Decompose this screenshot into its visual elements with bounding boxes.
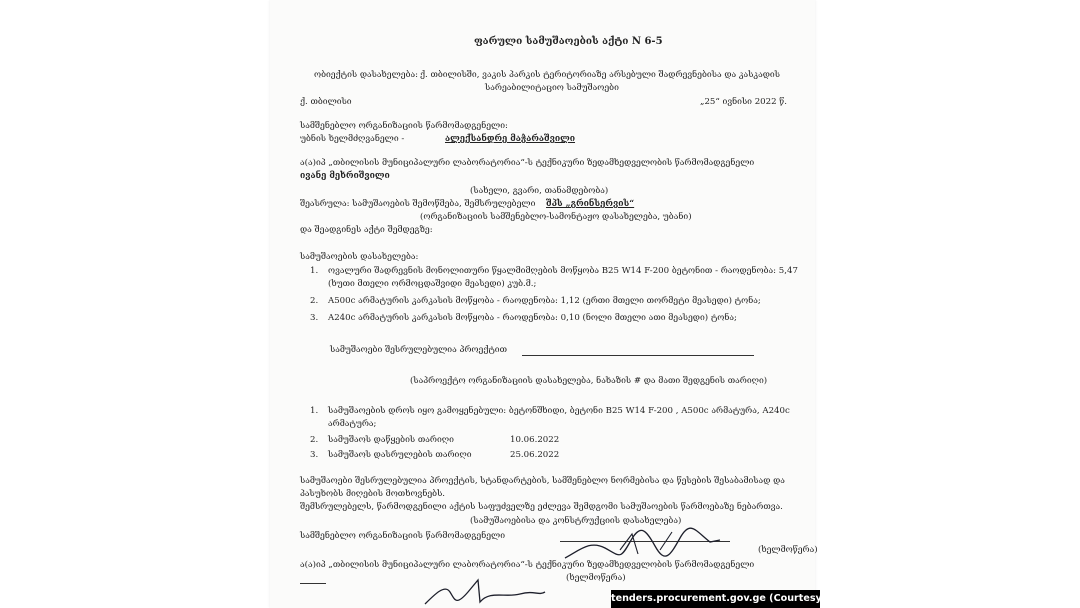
site-manager-label: უბნის ხელმძღვანელი - (300, 134, 405, 144)
detail-item-text: სამუშაოების დროს იყო გამოყენებული: ბეტონშხიდი, ბეტონი B25 W14 F-200 , A500c არმატურა, A240c (328, 406, 790, 416)
lab-rep-signature (420, 572, 550, 608)
work-item (310, 313, 737, 324)
performer-label: შეასრულა: სამუშაოების შემოწმება, შემსრულებელი (300, 199, 536, 209)
org-caption: (ორგანიზაციის სამშენებლო-სამონტაჟო დასახელება, უბანი) (420, 212, 692, 222)
object-name-line1: ქ. თბილისში, ვაკის პარკის ტერიტორიაზე არსებული შადრევნებისა და კასკადის (420, 70, 780, 80)
site-manager-name: ალექსანდრე მაჭარაშვილი (445, 134, 576, 144)
work-item-continuation: (ხუთი მთელი ორმოცდაშვიდი მეასედი) კუბ.მ.; (328, 279, 537, 289)
work-item-number: 3. (310, 313, 319, 323)
project-label: სამუშაოები შესრულებულია პროექტით (330, 345, 508, 355)
work-item-text: ოვალური შადრევნის მონოლითური წყალმიმღების მოწყობა B25 W14 F-200 ბეტონით - რაოდენობა: 5,47 (328, 266, 798, 276)
work-item-number: 1. (310, 266, 319, 276)
detail-item-number: 3. (310, 450, 319, 460)
work-item (310, 296, 761, 307)
compiled-text: და შეადგინეს აქტი შემდეგზე: (300, 225, 433, 235)
detail-item-continuation: არმატურა; (328, 419, 377, 429)
works-heading: სამუშაოების დასახელება: (300, 252, 419, 262)
detail-item (310, 435, 454, 446)
builder-rep-label: სამშენებლო ორგანიზაციის წარმომადგენელი: (300, 121, 508, 131)
lab-rep-signature-label: ა(ა)იპ „თბილისის მუნიციპალური ლაბორატორია“-ს ტექნიკური ზედამხედველობის წარმომადგენელი (300, 560, 755, 570)
conclusion-line1: სამუშაოები შესრულებულია პროექტის, სტანდარტების, სამშენებლო ნორმებისა და წესების შესაბამისად და (300, 476, 785, 486)
end-date: 25.06.2022 (510, 450, 560, 460)
lab-rep-line: ა(ა)იპ „თბილისის მუნიციპალური ლაბორატორია“-ს ტექნიკური ზედამხედველობის წარმომადგენელი (300, 158, 755, 168)
lab-signature-blank-line (300, 583, 326, 584)
conclusion-line3: შემსრულებელს, წარმოდგენილი აქტის საფუძველზე ეძლევა შემდგომი სამუშაოების წარმოებაზე ნებართვა. (300, 502, 783, 512)
project-caption: (საპროექტო ორგანიზაციის დასახელება, ნახაზის # და მათი შედგენის თარიღი) (410, 376, 768, 386)
work-item (310, 266, 798, 277)
act-date: „25“ ივნისი 2022 წ. (700, 97, 788, 107)
object-label: ობიექტის დასახელება: (314, 70, 419, 80)
detail-item-number: 1. (310, 406, 319, 416)
detail-item-text: სამუშაოს დასრულების თარიღი (328, 450, 472, 460)
detail-item-text: სამუშაოს დაწყების თარიღი (328, 435, 454, 445)
detail-item (310, 406, 790, 417)
builder-rep-signature-label: სამშენებლო ორგანიზაციის წარმომადგენელი (300, 531, 506, 541)
lab-rep-name: ივანე მეხრიშვილი (300, 171, 390, 181)
builder-signature (560, 520, 730, 565)
detail-item-number: 2. (310, 435, 319, 445)
project-underline (522, 355, 754, 356)
signature-caption: (ხელმოწერა) (566, 573, 626, 583)
work-item-number: 2. (310, 296, 319, 306)
signature-caption: (ხელმოწერა) (758, 545, 818, 555)
start-date: 10.06.2022 (510, 435, 560, 445)
document-title: ფარული სამუშაოების აქტი N 6-5 (474, 36, 663, 47)
document-page (270, 0, 818, 608)
image-credit-badge: tenders.procurement.gov.ge (Courtesy Image) (611, 590, 820, 608)
city: ქ. თბილისი (300, 97, 352, 107)
detail-item (310, 450, 472, 461)
conclusion-caption: (სამუშაოებისა და კონსტრუქციის დასახელება) (470, 516, 682, 526)
conclusion-line2: პასუხობს მიღების მოთხოვნებს. (300, 489, 446, 499)
performer-name: შპს „გრინსერვის“ (546, 199, 635, 209)
name-caption: (სახელი, გვარი, თანამდებობა) (470, 186, 609, 196)
work-item-text: A500c არმატურის კარკასის მოწყობა - რაოდენობა: 1,12 (ერთი მთელი თორმეტი მეასედი) ტონა; (328, 296, 761, 306)
work-item-text: A240c არმატურის კარკასის მოწყობა - რაოდენობა: 0,10 (ნოლი მთელი ათი მეასედი) ტონა; (328, 313, 737, 323)
object-name-line2: სარეაბილიტაციო სამუშაოები (485, 83, 619, 93)
